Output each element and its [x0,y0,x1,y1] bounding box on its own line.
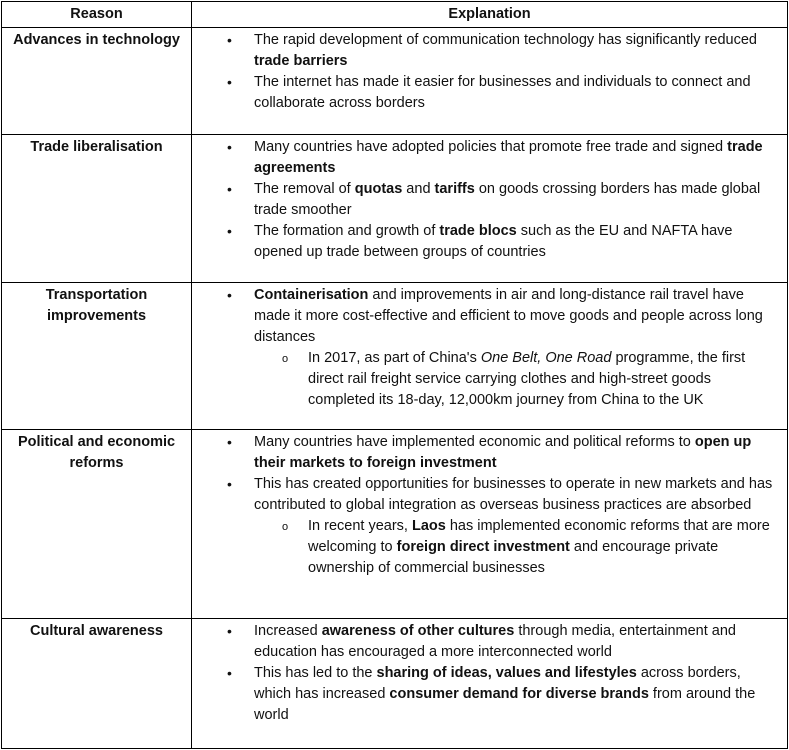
explanation-cell [192,619,788,749]
bullet-list [192,432,781,579]
text-segment: This has led to the [254,665,377,681]
bullet-item [192,30,781,72]
text-segment: through media, entertainment and education has encouraged a more interconnected world [254,623,736,660]
text-segment: and encourage private ownership of commercial businesses [308,539,719,576]
bold-term: awareness of other cultures [321,623,515,639]
bullet-item [192,179,781,221]
text-segment: The internet has made it easier for businesses and individuals to connect and collaborate across borders [254,74,751,111]
text-segment: The formation and growth of [254,223,440,239]
bullet-list [192,285,781,411]
table-row [2,619,788,749]
header-explanation: Explanation [192,2,788,28]
text-segment: and [402,181,435,197]
reason-cell: Trade liberalisation [2,135,192,283]
header-row [2,2,788,28]
bullet-item [192,663,781,726]
table-row [2,283,788,430]
reason-cell: Transportation improvements [2,283,192,430]
reason-cell: Political and economic reforms [2,430,192,619]
bold-term: quotas [354,181,403,197]
explanation-cell [192,430,788,619]
bold-term: trade agreements [254,139,763,176]
italic-term: One Belt, One Road [480,350,612,366]
text-segment: The removal of [254,181,355,197]
reason-cell: Cultural awareness [2,619,192,749]
bold-term: consumer demand for diverse brands [389,686,649,702]
bullet-list [192,621,781,726]
bullet-list [192,137,781,263]
text-segment: Many countries have implemented economic and political reforms to [254,434,695,450]
bold-term: trade blocs [439,223,517,239]
text-segment: programme, the first direct rail freight service carrying clothes and high-street goods completed its 18-day, 12,000km journey from China to the UK [308,350,746,408]
text-segment: from around the world [254,686,756,723]
table-body [2,28,788,749]
reasons-table [1,1,788,749]
text-segment: In recent years, [308,518,412,534]
bold-term: Containerisation [254,287,369,303]
text-segment: This has created opportunities for businesses to operate in new markets and has contributed to global integration as overseas business practices are absorbed [254,476,773,513]
explanation-cell [192,283,788,430]
text-segment: has implemented economic reforms that are more welcoming to [308,518,770,555]
table-row [2,28,788,135]
text-segment: and improvements in air and long-distance rail travel have made it more cost-effective and efficient to move goods and people across long distances [254,287,763,345]
explanation-cell [192,135,788,283]
sub-bullet-item [254,348,781,411]
bullet-item [192,285,781,411]
text-segment: across borders, which has increased [254,665,741,702]
text-segment: In 2017, as part of China's [308,350,481,366]
text-segment: Increased [254,623,322,639]
reason-cell: Advances in technology [2,28,192,135]
text-segment: on goods crossing borders has made global trade smoother [254,181,761,218]
bold-term: tariffs [434,181,475,197]
bold-term: trade barriers [254,53,348,69]
explanation-cell [192,28,788,135]
bullet-item [192,474,781,579]
sub-bullet-item [254,516,781,579]
bullet-list [192,30,781,114]
sub-bullet-list [254,516,781,579]
text-segment: The rapid development of communication technology has significantly reduced [254,32,757,48]
bullet-item [192,621,781,663]
table-row [2,430,788,619]
bold-term: open up their markets to foreign investment [254,434,752,471]
text-segment: such as the EU and NAFTA have opened up trade between groups of countries [254,223,733,260]
bullet-item [192,72,781,114]
sub-bullet-list [254,348,781,411]
text-segment: Many countries have adopted policies that promote free trade and signed [254,139,728,155]
bullet-item [192,137,781,179]
bullet-item [192,221,781,263]
bullet-item [192,432,781,474]
header-reason: Reason [2,2,192,28]
table-row [2,135,788,283]
bold-term: foreign direct investment [396,539,570,555]
bold-term: sharing of ideas, values and lifestyles [376,665,637,681]
bold-term: Laos [411,518,446,534]
